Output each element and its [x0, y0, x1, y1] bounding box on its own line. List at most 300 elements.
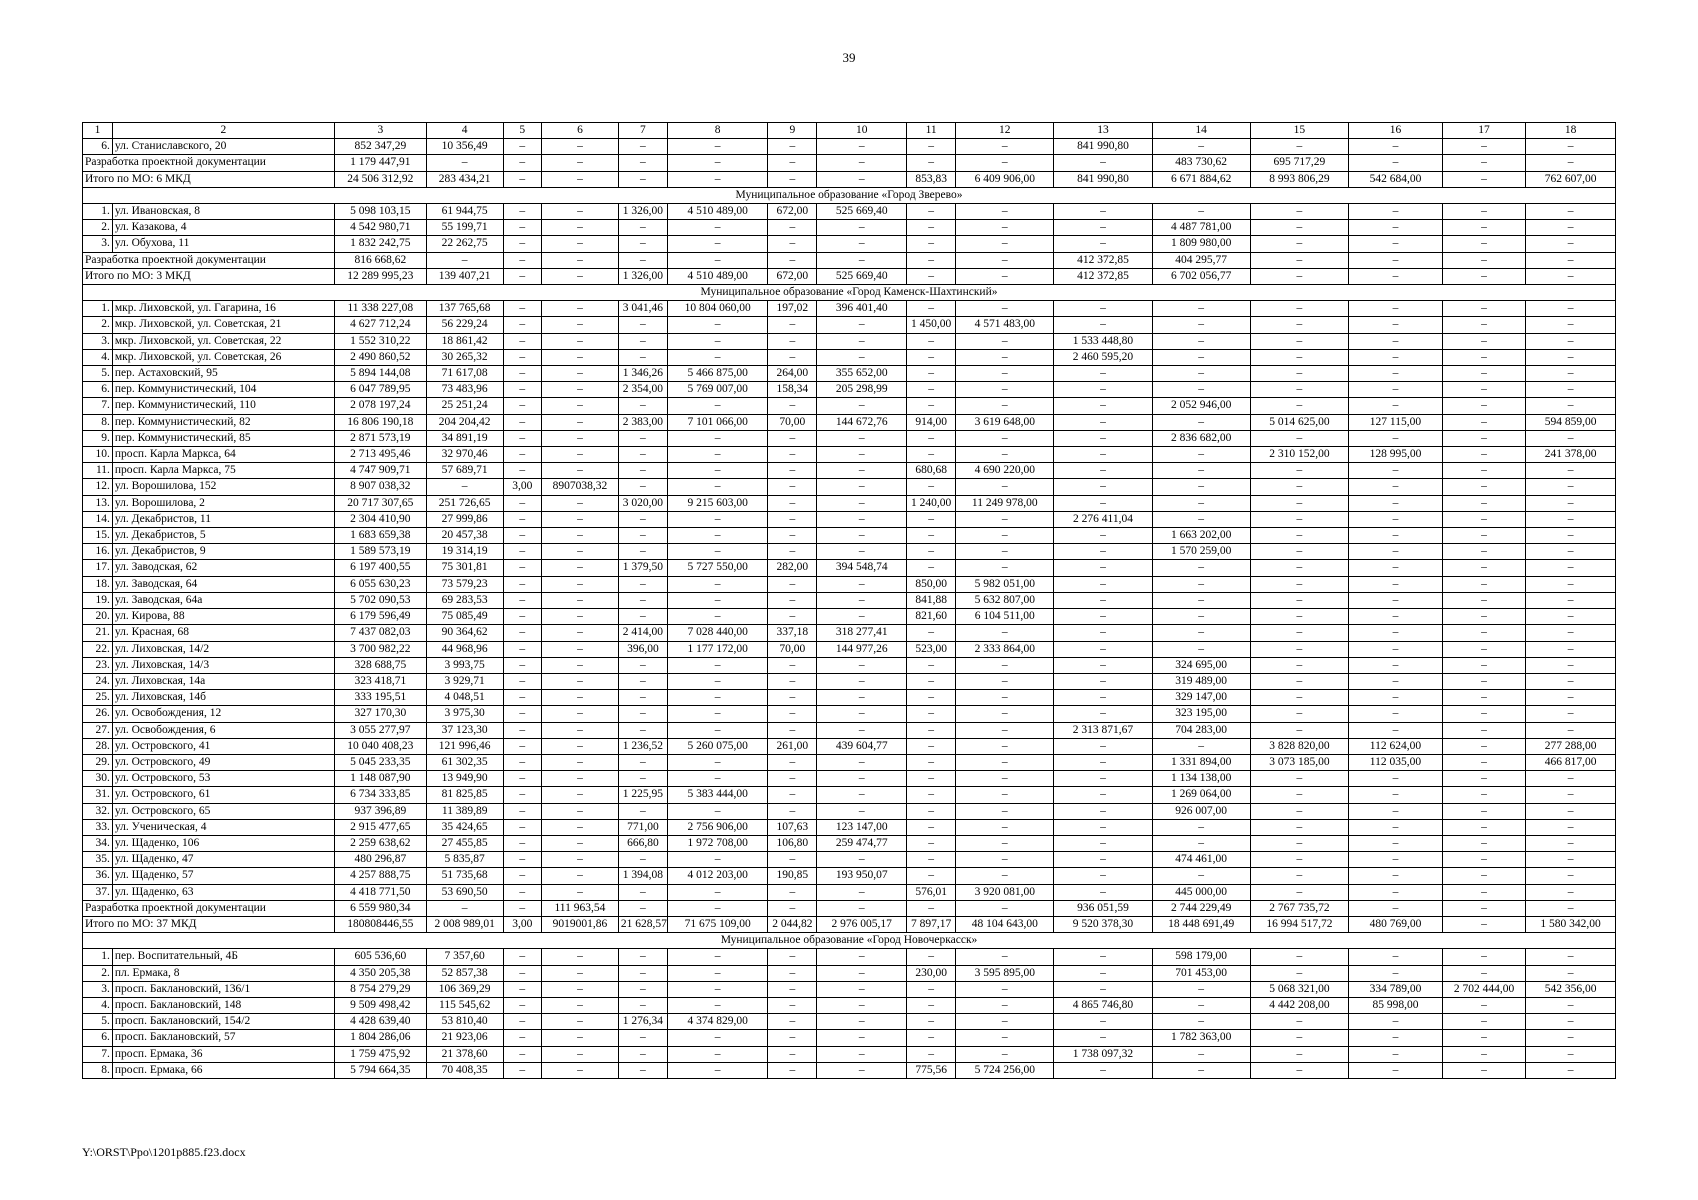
value-cell: 404 295,77 — [1152, 252, 1250, 268]
value-cell: – — [1442, 1014, 1525, 1030]
value-cell: 2 871 573,19 — [334, 430, 426, 446]
value-cell: – — [1442, 479, 1525, 495]
table-row — [83, 965, 1616, 981]
value-cell: – — [907, 1030, 956, 1046]
value-cell: – — [667, 463, 767, 479]
table-row — [83, 398, 1616, 414]
value-cell: – — [768, 576, 817, 592]
value-cell: – — [1348, 236, 1442, 252]
table-row — [83, 981, 1616, 997]
address-cell: пер. Воспитательный, 4Б — [112, 949, 334, 965]
value-cell: 762 607,00 — [1526, 171, 1616, 187]
row-number: 27. — [83, 722, 113, 738]
row-number: 22. — [83, 641, 113, 657]
value-cell: 1 832 242,75 — [334, 236, 426, 252]
value-cell: – — [956, 349, 1054, 365]
value-cell: – — [768, 528, 817, 544]
table-row — [83, 625, 1616, 641]
value-cell: 4 418 771,50 — [334, 884, 426, 900]
table-row — [83, 868, 1616, 884]
value-cell: – — [667, 706, 767, 722]
value-cell: 4 257 888,75 — [334, 868, 426, 884]
value-cell: 542 684,00 — [1348, 171, 1442, 187]
value-cell: 853,83 — [907, 171, 956, 187]
summary-row — [83, 916, 1616, 932]
value-cell: – — [1054, 609, 1152, 625]
page-number: 39 — [842, 50, 856, 65]
value-cell: – — [956, 447, 1054, 463]
value-cell: 2 304 410,90 — [334, 511, 426, 527]
value-cell: – — [1442, 625, 1525, 641]
value-cell: – — [768, 754, 817, 770]
value-cell: 394 548,74 — [817, 560, 907, 576]
value-cell: 3 073 185,00 — [1250, 754, 1348, 770]
table-row — [83, 641, 1616, 657]
value-cell: – — [768, 852, 817, 868]
value-cell: – — [768, 511, 817, 527]
value-cell: – — [817, 349, 907, 365]
value-cell: – — [1442, 430, 1525, 446]
value-cell: – — [956, 366, 1054, 382]
value-cell: – — [1442, 495, 1525, 511]
value-cell: – — [768, 1030, 817, 1046]
value-cell: – — [618, 252, 667, 268]
value-cell: – — [1348, 1030, 1442, 1046]
value-cell: 2 259 638,62 — [334, 835, 426, 851]
value-cell: – — [667, 220, 767, 236]
value-cell: 666,80 — [618, 835, 667, 851]
value-cell: 775,56 — [907, 1062, 956, 1078]
row-number: 36. — [83, 868, 113, 884]
value-cell: – — [542, 641, 619, 657]
value-cell: – — [1054, 317, 1152, 333]
value-cell: – — [542, 787, 619, 803]
value-cell: – — [1442, 771, 1525, 787]
value-cell: 1 972 708,00 — [667, 835, 767, 851]
value-cell: – — [667, 965, 767, 981]
address-cell: ул. Лиховская, 14а — [112, 673, 334, 689]
value-cell: 1 782 363,00 — [1152, 1030, 1250, 1046]
address-cell: пер. Коммунистический, 85 — [112, 430, 334, 446]
value-cell: 319 489,00 — [1152, 673, 1250, 689]
value-cell: – — [1250, 544, 1348, 560]
value-cell: – — [1054, 949, 1152, 965]
value-cell: – — [768, 333, 817, 349]
value-cell: 251 726,65 — [426, 495, 503, 511]
value-cell: 85 998,00 — [1348, 997, 1442, 1013]
value-cell: 821,60 — [907, 609, 956, 625]
value-cell: – — [542, 1014, 619, 1030]
value-cell: – — [1152, 139, 1250, 155]
value-cell: – — [542, 236, 619, 252]
value-cell: – — [1526, 997, 1616, 1013]
table-row — [83, 430, 1616, 446]
value-cell: 24 506 312,92 — [334, 171, 426, 187]
value-cell: 112 035,00 — [1348, 754, 1442, 770]
value-cell: 483 730,62 — [1152, 155, 1250, 171]
value-cell: 73 579,23 — [426, 576, 503, 592]
value-cell: 127 115,00 — [1348, 414, 1442, 430]
value-cell: – — [1054, 1062, 1152, 1078]
value-cell: – — [907, 625, 956, 641]
value-cell: – — [817, 1062, 907, 1078]
value-cell: – — [503, 997, 541, 1013]
value-cell: 1 450,00 — [907, 317, 956, 333]
value-cell: – — [1348, 900, 1442, 916]
value-cell: – — [956, 900, 1054, 916]
value-cell: 850,00 — [907, 576, 956, 592]
address-cell: просп. Баклановский, 154/2 — [112, 1014, 334, 1030]
value-cell: – — [907, 236, 956, 252]
table-row — [83, 609, 1616, 625]
value-cell: – — [667, 317, 767, 333]
value-cell: – — [542, 398, 619, 414]
value-cell: – — [1054, 625, 1152, 641]
value-cell: – — [768, 349, 817, 365]
value-cell: – — [1526, 366, 1616, 382]
summary-label: Разработка проектной документации — [83, 155, 335, 171]
value-cell: – — [1348, 511, 1442, 527]
value-cell: – — [907, 819, 956, 835]
value-cell: – — [956, 1046, 1054, 1062]
value-cell: – — [956, 301, 1054, 317]
value-cell: – — [956, 528, 1054, 544]
value-cell: – — [542, 949, 619, 965]
row-number: 28. — [83, 738, 113, 754]
value-cell: – — [618, 673, 667, 689]
value-cell: 180808446,55 — [334, 916, 426, 932]
value-cell: – — [817, 981, 907, 997]
value-cell: – — [1442, 673, 1525, 689]
value-cell: – — [907, 430, 956, 446]
value-cell: 672,00 — [768, 204, 817, 220]
value-cell: – — [907, 771, 956, 787]
value-cell: 4 747 909,71 — [334, 463, 426, 479]
value-cell: – — [817, 479, 907, 495]
value-cell: – — [956, 430, 1054, 446]
value-cell: – — [817, 592, 907, 608]
value-cell: – — [1054, 463, 1152, 479]
column-number-cell: 6 — [542, 123, 619, 139]
value-cell: 841,88 — [907, 592, 956, 608]
value-cell: – — [1442, 592, 1525, 608]
value-cell: – — [1348, 349, 1442, 365]
value-cell: – — [667, 997, 767, 1013]
value-cell: – — [1250, 641, 1348, 657]
value-cell: – — [768, 981, 817, 997]
row-number: 26. — [83, 706, 113, 722]
value-cell: 10 804 060,00 — [667, 301, 767, 317]
value-cell: 241 378,00 — [1526, 447, 1616, 463]
value-cell: – — [1348, 722, 1442, 738]
value-cell: – — [1526, 528, 1616, 544]
summary-row — [83, 268, 1616, 284]
value-cell: – — [503, 317, 541, 333]
value-cell: – — [907, 268, 956, 284]
value-cell: – — [503, 398, 541, 414]
value-cell: 3 700 982,22 — [334, 641, 426, 657]
value-cell: – — [1250, 771, 1348, 787]
value-cell: – — [907, 511, 956, 527]
row-number: 18. — [83, 576, 113, 592]
value-cell: – — [956, 1030, 1054, 1046]
address-cell: пер. Коммунистический, 104 — [112, 382, 334, 398]
value-cell: – — [1442, 544, 1525, 560]
value-cell: 5 466 875,00 — [667, 366, 767, 382]
value-cell: 61 302,35 — [426, 754, 503, 770]
column-number-cell: 5 — [503, 123, 541, 139]
value-cell: 1 533 448,80 — [1054, 333, 1152, 349]
value-cell: – — [618, 997, 667, 1013]
value-cell: 4 865 746,80 — [1054, 997, 1152, 1013]
value-cell: – — [817, 398, 907, 414]
value-cell: – — [503, 236, 541, 252]
value-cell: – — [667, 544, 767, 560]
value-cell: – — [542, 414, 619, 430]
table-body — [83, 123, 1616, 1079]
value-cell: – — [956, 236, 1054, 252]
row-number: 35. — [83, 852, 113, 868]
value-cell: – — [1054, 366, 1152, 382]
value-cell: – — [542, 754, 619, 770]
row-number: 5. — [83, 366, 113, 382]
address-cell: пер. Коммунистический, 110 — [112, 398, 334, 414]
value-cell: – — [542, 171, 619, 187]
value-cell: – — [768, 317, 817, 333]
value-cell: 4 374 829,00 — [667, 1014, 767, 1030]
value-cell: 71 675 109,00 — [667, 916, 767, 932]
value-cell: 3 041,46 — [618, 301, 667, 317]
value-cell: – — [503, 884, 541, 900]
value-cell: – — [907, 528, 956, 544]
value-cell: – — [1250, 868, 1348, 884]
value-cell: – — [768, 1062, 817, 1078]
value-cell: – — [1250, 690, 1348, 706]
value-cell: 4 442 208,00 — [1250, 997, 1348, 1013]
value-cell: – — [817, 706, 907, 722]
row-number: 24. — [83, 673, 113, 689]
value-cell: 439 604,77 — [817, 738, 907, 754]
value-cell: 598 179,00 — [1152, 949, 1250, 965]
value-cell: – — [503, 900, 541, 916]
value-cell: 5 894 144,08 — [334, 366, 426, 382]
value-cell: 1 177 172,00 — [667, 641, 767, 657]
value-cell: 70,00 — [768, 641, 817, 657]
value-cell: 6 559 980,34 — [334, 900, 426, 916]
value-cell: – — [907, 673, 956, 689]
value-cell: 328 688,75 — [334, 657, 426, 673]
value-cell: – — [1152, 819, 1250, 835]
value-cell: – — [667, 333, 767, 349]
value-cell: – — [1442, 819, 1525, 835]
value-cell: – — [1250, 204, 1348, 220]
value-cell: – — [1348, 868, 1442, 884]
value-cell: – — [1152, 997, 1250, 1013]
value-cell: – — [1442, 965, 1525, 981]
value-cell: – — [907, 560, 956, 576]
summary-label: Итого по МО: 3 МКД — [83, 268, 335, 284]
value-cell: – — [1442, 204, 1525, 220]
value-cell: – — [542, 657, 619, 673]
value-cell: – — [1526, 787, 1616, 803]
value-cell: – — [1526, 884, 1616, 900]
value-cell: – — [1250, 317, 1348, 333]
value-cell: – — [542, 690, 619, 706]
value-cell: – — [817, 317, 907, 333]
value-cell: – — [1526, 803, 1616, 819]
value-cell: – — [1526, 479, 1616, 495]
value-cell: – — [956, 560, 1054, 576]
value-cell: – — [618, 139, 667, 155]
value-cell: 21 628,57 — [618, 916, 667, 932]
value-cell: 75 085,49 — [426, 609, 503, 625]
value-cell: – — [618, 852, 667, 868]
value-cell: – — [817, 252, 907, 268]
value-cell: – — [503, 771, 541, 787]
value-cell: 6 047 789,95 — [334, 382, 426, 398]
value-cell: – — [1526, 1062, 1616, 1078]
value-cell: – — [618, 349, 667, 365]
value-cell: – — [667, 884, 767, 900]
value-cell: – — [542, 511, 619, 527]
address-cell: ул. Красная, 68 — [112, 625, 334, 641]
value-cell: – — [768, 884, 817, 900]
value-cell: – — [667, 609, 767, 625]
value-cell: – — [542, 333, 619, 349]
value-cell: – — [1152, 349, 1250, 365]
value-cell: – — [542, 463, 619, 479]
value-cell: 3 975,30 — [426, 706, 503, 722]
value-cell: – — [1054, 690, 1152, 706]
value-cell: 1 225,95 — [618, 787, 667, 803]
section-header-row — [83, 933, 1616, 949]
value-cell: 5 045 233,35 — [334, 754, 426, 770]
value-cell: – — [1054, 738, 1152, 754]
value-cell: – — [1526, 722, 1616, 738]
value-cell: – — [1442, 382, 1525, 398]
table-row — [83, 787, 1616, 803]
value-cell: – — [1250, 495, 1348, 511]
value-cell: – — [1526, 592, 1616, 608]
value-cell: – — [768, 592, 817, 608]
value-cell: – — [1152, 609, 1250, 625]
value-cell: – — [1054, 576, 1152, 592]
value-cell: 337,18 — [768, 625, 817, 641]
value-cell: – — [503, 609, 541, 625]
value-cell: 61 944,75 — [426, 204, 503, 220]
address-cell: мкр. Лиховской, ул. Гагарина, 16 — [112, 301, 334, 317]
value-cell: – — [907, 738, 956, 754]
value-cell: – — [1442, 1062, 1525, 1078]
value-cell: 466 817,00 — [1526, 754, 1616, 770]
value-cell: 1 331 894,00 — [1152, 754, 1250, 770]
value-cell: 11 389,89 — [426, 803, 503, 819]
value-cell: – — [1526, 819, 1616, 835]
row-number: 3. — [83, 333, 113, 349]
value-cell: – — [817, 236, 907, 252]
value-cell: – — [907, 398, 956, 414]
table-row — [83, 349, 1616, 365]
value-cell: – — [1152, 835, 1250, 851]
value-cell: 37 123,30 — [426, 722, 503, 738]
value-cell: 701 453,00 — [1152, 965, 1250, 981]
value-cell: – — [667, 1046, 767, 1062]
value-cell: – — [768, 771, 817, 787]
value-cell: – — [1348, 884, 1442, 900]
value-cell: – — [1152, 1062, 1250, 1078]
value-cell: – — [1442, 706, 1525, 722]
value-cell: 205 298,99 — [817, 382, 907, 398]
value-cell: – — [1526, 690, 1616, 706]
value-cell: – — [1250, 576, 1348, 592]
value-cell: – — [817, 495, 907, 511]
value-cell: – — [907, 657, 956, 673]
value-cell: – — [1442, 463, 1525, 479]
value-cell: – — [1442, 803, 1525, 819]
value-cell: 480 769,00 — [1348, 916, 1442, 932]
value-cell: 190,85 — [768, 868, 817, 884]
value-cell: – — [1250, 722, 1348, 738]
value-cell: – — [542, 981, 619, 997]
table-row — [83, 884, 1616, 900]
value-cell: – — [618, 609, 667, 625]
value-cell: – — [503, 333, 541, 349]
value-cell: – — [1526, 236, 1616, 252]
value-cell: 6 055 630,23 — [334, 576, 426, 592]
value-cell: – — [817, 609, 907, 625]
value-cell: – — [1152, 479, 1250, 495]
value-cell: – — [907, 252, 956, 268]
value-cell: 474 461,00 — [1152, 852, 1250, 868]
value-cell: – — [768, 236, 817, 252]
value-cell: – — [667, 949, 767, 965]
value-cell: – — [1152, 317, 1250, 333]
value-cell: – — [956, 139, 1054, 155]
value-cell: – — [503, 754, 541, 770]
value-cell: – — [618, 706, 667, 722]
value-cell: – — [1526, 317, 1616, 333]
value-cell: – — [1442, 220, 1525, 236]
table-row — [83, 382, 1616, 398]
value-cell: 264,00 — [768, 366, 817, 382]
value-cell: – — [1250, 803, 1348, 819]
value-cell: – — [1348, 560, 1442, 576]
value-cell: – — [907, 997, 956, 1013]
address-cell: ул. Станиславского, 20 — [112, 139, 334, 155]
value-cell: – — [1250, 592, 1348, 608]
value-cell: – — [503, 673, 541, 689]
value-cell: – — [1250, 965, 1348, 981]
value-cell: – — [1054, 236, 1152, 252]
address-cell: просп. Баклановский, 57 — [112, 1030, 334, 1046]
value-cell: – — [768, 155, 817, 171]
value-cell: 2 276 411,04 — [1054, 511, 1152, 527]
value-cell: – — [768, 900, 817, 916]
value-cell: – — [1250, 673, 1348, 689]
value-cell: 852 347,29 — [334, 139, 426, 155]
value-cell: – — [1152, 366, 1250, 382]
value-cell: 277 288,00 — [1526, 738, 1616, 754]
value-cell: – — [956, 690, 1054, 706]
value-cell: – — [503, 139, 541, 155]
value-cell: – — [1526, 641, 1616, 657]
value-cell: 3,00 — [503, 479, 541, 495]
value-cell: 841 990,80 — [1054, 139, 1152, 155]
value-cell: – — [1152, 1014, 1250, 1030]
value-cell: 27 999,86 — [426, 511, 503, 527]
value-cell: – — [1250, 479, 1348, 495]
value-cell: – — [667, 852, 767, 868]
